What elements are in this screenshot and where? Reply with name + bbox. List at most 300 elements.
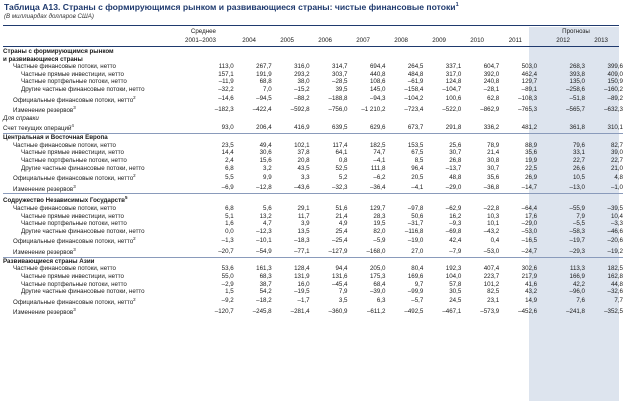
cell-value: 9,7 <box>414 280 424 288</box>
row-label-text: Счет текущих операций <box>3 125 72 133</box>
cell-value: 55,0 <box>221 272 234 280</box>
cell-value <box>385 115 423 123</box>
cell-value: –51,8 <box>569 95 585 103</box>
cell-value: 10,3 <box>487 212 500 220</box>
cell-value: 393,8 <box>569 70 585 78</box>
cell-value: –18,3 <box>294 236 310 244</box>
cell-value: 9,9 <box>263 173 272 181</box>
cell-value: –89,2 <box>607 95 623 103</box>
cell-value: 10,4 <box>610 212 623 220</box>
cell-value <box>234 257 272 265</box>
cell-value: 29,1 <box>297 205 310 213</box>
table-row <box>3 281 623 289</box>
cell-value: 0,4 <box>490 236 500 244</box>
row-label <box>3 142 181 150</box>
cell-value: 6,8 <box>225 164 234 172</box>
footnote-marker: 4 <box>71 123 74 129</box>
cell-value: 153,5 <box>407 141 424 149</box>
cell-value <box>272 194 310 205</box>
cell-value: –29,3 <box>569 247 585 255</box>
row-label <box>3 104 181 115</box>
cell-value: –39,5 <box>607 205 623 213</box>
table-row <box>3 246 623 257</box>
cell-value: –6,2 <box>373 173 386 181</box>
cell-value: –6,9 <box>221 184 234 192</box>
cell-value: 42,2 <box>572 280 585 288</box>
row-label-text: Официальные финансовые потоки, нетто <box>13 96 134 104</box>
table-body <box>3 48 623 317</box>
cell-value <box>181 56 234 64</box>
cell-value: 503,0 <box>521 63 538 71</box>
table-row <box>3 104 623 115</box>
row-label <box>3 122 181 133</box>
cell-value <box>347 115 385 123</box>
cell-value: –94,3 <box>369 95 386 103</box>
cell-value: 82,7 <box>610 141 623 149</box>
cell-value: –99,9 <box>407 288 424 296</box>
cell-value: 629,6 <box>369 124 386 131</box>
cell-value: 30,6 <box>259 149 272 157</box>
cell-value: 22,7 <box>610 156 623 164</box>
cell-value <box>272 56 310 64</box>
cell-value <box>234 56 272 64</box>
cell-value: 26,9 <box>525 173 538 181</box>
cell-value: 0,8 <box>338 156 348 164</box>
cell-value: 67,5 <box>411 149 424 157</box>
cell-value: 3,9 <box>300 220 310 228</box>
cell-value: –94,5 <box>256 95 272 103</box>
cell-value: –28,5 <box>332 78 348 86</box>
table-row <box>3 205 623 213</box>
cell-value: 175,3 <box>369 272 386 280</box>
cell-value <box>272 48 310 56</box>
cell-value: –13,0 <box>569 184 585 192</box>
cell-value <box>347 134 385 142</box>
cell-value: 94,4 <box>335 265 348 273</box>
cell-value: –69,8 <box>445 227 462 235</box>
cell-value <box>310 56 348 64</box>
footnote-marker: 2 <box>133 94 136 100</box>
cell-value: 16,0 <box>297 280 310 288</box>
cell-value <box>234 134 272 142</box>
cell-value: 54,2 <box>259 288 272 296</box>
cell-value <box>310 257 348 265</box>
cell-value: 6,3 <box>376 297 386 305</box>
cell-value: –64,4 <box>521 205 538 213</box>
table-row <box>3 265 623 273</box>
table-row <box>3 306 623 317</box>
table-row <box>3 172 623 183</box>
row-label <box>3 296 181 307</box>
cell-value: –168,0 <box>366 247 386 255</box>
year-header: 2007 <box>356 37 370 44</box>
cell-value: 4,9 <box>338 220 348 228</box>
cell-value: 240,8 <box>483 78 500 86</box>
cell-value <box>499 257 537 265</box>
table-row <box>3 142 623 150</box>
cell-value: 113,0 <box>218 63 234 71</box>
footnote-marker: 2 <box>133 296 136 302</box>
cell-value: 23,1 <box>487 297 500 305</box>
cell-value: 11,7 <box>297 212 310 220</box>
cell-value: –1,7 <box>297 297 310 305</box>
cell-value: –1,0 <box>610 184 623 192</box>
cell-value: –245,8 <box>252 307 272 315</box>
cell-value: 35,6 <box>487 173 500 181</box>
cell-value: 26,6 <box>572 164 585 172</box>
cell-value: –77,1 <box>294 247 310 255</box>
cell-value: 74,7 <box>373 149 386 157</box>
cell-value <box>461 134 499 142</box>
cell-value: –53,0 <box>521 227 538 235</box>
cell-value: 30,7 <box>487 164 500 172</box>
cell-value: 409,0 <box>607 70 623 78</box>
cell-value: 48,8 <box>449 173 462 181</box>
cell-value: –756,0 <box>328 105 348 113</box>
cell-value: 336,2 <box>483 124 500 131</box>
cell-value: 604,7 <box>483 63 500 71</box>
cell-value: –89,1 <box>521 85 538 93</box>
cell-value: 111,8 <box>370 164 386 172</box>
cell-value: 7,9 <box>576 212 585 220</box>
table-row <box>3 157 623 165</box>
cell-value: 52,5 <box>335 164 348 172</box>
cell-value: –46,6 <box>607 227 623 235</box>
row-label-text: Частные портфельные потоки, нетто <box>21 220 127 228</box>
cell-value: 82,5 <box>487 288 500 296</box>
cell-value: –127,9 <box>328 247 348 255</box>
cell-value <box>347 48 385 56</box>
cell-value: 694,4 <box>369 63 386 71</box>
cell-value: –97,8 <box>407 205 424 213</box>
table-row <box>3 220 623 228</box>
cell-value <box>385 48 423 56</box>
row-label <box>3 149 181 157</box>
row-label-text: Частные финансовые потоки, нетто <box>13 63 116 71</box>
cell-value: 302,6 <box>521 265 538 273</box>
cell-value: 6,8 <box>225 205 234 213</box>
cell-value: 407,4 <box>483 265 500 273</box>
cell-value: 639,5 <box>332 124 348 131</box>
cell-value: –55,9 <box>569 205 585 213</box>
cell-value: 131,9 <box>294 272 310 280</box>
cell-value: –19,0 <box>407 236 424 244</box>
cell-value: –108,3 <box>518 95 538 103</box>
cell-value: 57,8 <box>449 280 462 288</box>
year-header: 2011 <box>508 37 522 44</box>
table-subtitle: (В миллиардах долларов США) <box>4 13 94 20</box>
cell-value: 88,9 <box>525 141 538 149</box>
cell-value <box>385 134 423 142</box>
cell-value: –32,3 <box>332 184 348 192</box>
cell-value: 169,6 <box>407 272 424 280</box>
cell-value: –4,1 <box>373 156 386 164</box>
row-label-text: Другие частные финансовые потоки, нетто <box>21 85 145 93</box>
cell-value: 267,7 <box>256 63 272 71</box>
cell-value <box>499 115 537 123</box>
cell-value <box>423 194 461 205</box>
footnote-marker: 3 <box>73 307 76 313</box>
cell-value: –29,0 <box>521 220 538 228</box>
year-header: 2004 <box>242 37 256 44</box>
cell-value <box>347 257 385 265</box>
cell-value <box>423 56 461 64</box>
row-label-text: и развивающиеся страны <box>3 55 83 63</box>
cell-value: 440,8 <box>369 70 386 78</box>
table-row <box>3 165 623 173</box>
cell-value: –20,6 <box>607 236 623 244</box>
table-row <box>3 213 623 221</box>
section-heading-row <box>3 257 623 265</box>
cell-value: 21,4 <box>487 149 500 157</box>
row-label <box>3 86 181 94</box>
row-label <box>3 56 181 64</box>
cell-value: 21,0 <box>610 164 623 172</box>
cell-value: 20,8 <box>297 156 310 164</box>
cell-value: 62,8 <box>487 95 500 103</box>
cell-value: 5,2 <box>338 173 348 181</box>
title-footnote: 1 <box>455 2 459 9</box>
cell-value: 0,0 <box>225 227 234 235</box>
row-label <box>3 265 181 273</box>
cell-value: 15,6 <box>259 156 272 164</box>
row-label-text: Частные портфельные потоки, нетто <box>21 280 127 288</box>
cell-value <box>537 48 585 56</box>
cell-value: 337,1 <box>445 63 462 71</box>
cell-value <box>537 194 585 205</box>
cell-value: –36,8 <box>483 184 500 192</box>
cell-value: 14,9 <box>525 297 538 305</box>
cell-value <box>347 194 385 205</box>
cell-value: –96,0 <box>569 288 585 296</box>
row-label-text: Изменение резервов <box>13 185 74 193</box>
cell-value: –5,9 <box>373 236 386 244</box>
cell-value: 166,9 <box>569 272 585 280</box>
cell-value: 129,7 <box>521 78 538 86</box>
cell-value: 17,6 <box>525 212 538 220</box>
cell-value: 117,4 <box>332 141 348 149</box>
cell-value: 101,2 <box>483 280 500 288</box>
cell-value: 78,9 <box>487 141 500 149</box>
forecast-label: Прогнозы <box>562 28 590 35</box>
cell-value: –5,5 <box>572 220 585 228</box>
cell-value: –104,2 <box>404 95 424 103</box>
avg-label: Среднее <box>190 28 216 35</box>
cell-value: 150,9 <box>607 78 623 86</box>
cell-value: 41,6 <box>525 280 538 288</box>
cell-value: 19,5 <box>373 220 386 228</box>
section-heading-row <box>3 194 623 205</box>
row-label <box>3 220 181 228</box>
year-header: 2010 <box>470 37 484 44</box>
cell-value: 5,6 <box>263 205 272 213</box>
cell-value: 7,7 <box>614 297 623 305</box>
cell-value: 135,0 <box>569 78 585 86</box>
cell-value: 42,4 <box>449 236 462 244</box>
row-label-text: Официальные финансовые потоки, нетто <box>13 298 134 306</box>
cell-value <box>461 257 499 265</box>
row-label-text: Центральная и Восточная Европа <box>3 134 108 142</box>
table-row <box>3 78 623 86</box>
row-label <box>3 115 181 123</box>
cell-value <box>585 134 623 142</box>
cell-value: 291,8 <box>445 124 462 131</box>
cell-value <box>423 257 461 265</box>
cell-value: 26,8 <box>449 156 462 164</box>
cell-value <box>181 134 234 142</box>
cell-value: 13,5 <box>297 227 310 235</box>
cell-value <box>499 194 537 205</box>
cell-value: –9,2 <box>221 297 234 305</box>
row-label <box>3 48 181 56</box>
row-label-text: Для справки <box>3 114 39 122</box>
cell-value: 21,4 <box>335 212 348 220</box>
cell-value: 96,4 <box>411 164 424 172</box>
cell-value: –39,0 <box>369 288 386 296</box>
cell-value <box>585 115 623 123</box>
cell-value: 93,0 <box>221 124 234 131</box>
cell-value: –19,2 <box>607 247 623 255</box>
cell-value: 14,4 <box>221 149 234 157</box>
cell-value <box>537 134 585 142</box>
cell-value: 37,8 <box>297 149 310 157</box>
row-label <box>3 78 181 86</box>
cell-value: 82,0 <box>373 227 386 235</box>
cell-value: 5,5 <box>225 173 234 181</box>
cell-value: 68,4 <box>373 280 386 288</box>
cell-value <box>585 48 623 56</box>
row-label <box>3 213 181 221</box>
cell-value: 416,9 <box>294 124 310 131</box>
row-label <box>3 306 181 317</box>
cell-value: 43,5 <box>297 164 310 172</box>
cell-value: 7,9 <box>338 288 348 296</box>
cell-value: –53,0 <box>483 247 500 255</box>
cell-value: 53,6 <box>221 265 234 273</box>
row-label-text: Частные финансовые потоки, нетто <box>13 205 116 213</box>
cell-value: 80,4 <box>411 265 424 273</box>
cell-value: –352,5 <box>604 307 623 315</box>
cell-value: 314,7 <box>332 63 348 71</box>
cell-value: 206,4 <box>256 124 272 131</box>
cell-value: 13,2 <box>259 212 272 220</box>
cell-value: –25,4 <box>332 236 348 244</box>
cell-value: 205,0 <box>369 265 386 273</box>
cell-value: 182,5 <box>369 141 386 149</box>
cell-value: 484,8 <box>407 70 424 78</box>
data-table <box>3 48 623 317</box>
cell-value <box>585 56 623 64</box>
cell-value: –565,7 <box>566 105 585 113</box>
cell-value: 128,4 <box>294 265 310 273</box>
row-label-text: Частные прямые инвестиции, нетто <box>21 149 124 157</box>
cell-value <box>272 257 310 265</box>
cell-value: –158,4 <box>404 85 424 93</box>
cell-value <box>181 48 234 56</box>
cell-value: 3,5 <box>338 297 348 305</box>
row-label <box>3 228 181 236</box>
cell-value: –360,9 <box>328 307 348 315</box>
table-row <box>3 288 623 296</box>
cell-value: –188,8 <box>328 95 348 103</box>
cell-value: 310,1 <box>607 124 623 131</box>
row-label-text: Частные прямые инвестиции, нетто <box>21 212 124 220</box>
cell-value: –62,9 <box>445 205 462 213</box>
table-title <box>4 2 459 12</box>
row-label-text: Частные прямые инвестиции, нетто <box>21 272 124 280</box>
cell-value: 19,9 <box>525 156 538 164</box>
cell-value: –592,8 <box>290 105 310 113</box>
cell-value: 673,7 <box>407 124 424 131</box>
cell-value: 38,0 <box>297 78 310 86</box>
cell-value: –4,1 <box>411 184 424 192</box>
cell-value: 38,7 <box>259 280 272 288</box>
row-label <box>3 71 181 79</box>
cell-value: –573,9 <box>480 307 500 315</box>
year-header: 2008 <box>394 37 408 44</box>
header-bottom-rule <box>3 46 619 47</box>
cell-value <box>461 194 499 205</box>
table-row <box>3 228 623 236</box>
cell-value: –765,3 <box>518 105 538 113</box>
cell-value: –32,2 <box>218 85 234 93</box>
cell-value: 28,3 <box>373 212 386 220</box>
cell-value: 361,8 <box>569 124 585 131</box>
row-label-text: Другие частные финансовые потоки, нетто <box>21 227 145 235</box>
section-heading-row <box>3 134 623 142</box>
cell-value <box>499 134 537 142</box>
cell-value: 264,5 <box>407 63 424 71</box>
cell-value: –16,5 <box>521 236 538 244</box>
cell-value: –1,3 <box>221 236 234 244</box>
cell-value <box>461 48 499 56</box>
cell-value: –22,8 <box>483 205 500 213</box>
row-label <box>3 205 181 213</box>
row-label-text: Частные прямые инвестиции, нетто <box>21 70 124 78</box>
cell-value: 5,1 <box>225 212 234 220</box>
cell-value: 39,5 <box>335 85 348 93</box>
cell-value <box>181 194 234 205</box>
heading-row <box>3 56 623 64</box>
cell-value <box>347 56 385 64</box>
cell-value <box>423 48 461 56</box>
cell-value: –54,9 <box>256 247 272 255</box>
year-header: 2005 <box>280 37 294 44</box>
cell-value <box>461 56 499 64</box>
cell-value <box>272 115 310 123</box>
cell-value: 162,8 <box>607 272 623 280</box>
cell-value <box>585 257 623 265</box>
row-label-text: Частные финансовые потоки, нетто <box>13 265 116 273</box>
cell-value <box>385 194 423 205</box>
cell-value: –29,0 <box>445 184 462 192</box>
cell-value <box>310 48 348 56</box>
row-label <box>3 246 181 257</box>
cell-value: 124,8 <box>445 78 462 86</box>
row-label-text: Содружество Независимых Государств <box>3 197 125 205</box>
heading-row <box>3 48 623 56</box>
row-label <box>3 273 181 281</box>
cell-value: –3,3 <box>610 220 623 228</box>
cell-value <box>310 134 348 142</box>
cell-value: –467,1 <box>442 307 462 315</box>
cell-value <box>537 257 585 265</box>
cell-value: 7,6 <box>576 297 585 305</box>
table-row <box>3 149 623 157</box>
cell-value: 100,6 <box>445 95 462 103</box>
cell-value: 316,0 <box>294 63 310 71</box>
cell-value: –241,8 <box>566 307 585 315</box>
